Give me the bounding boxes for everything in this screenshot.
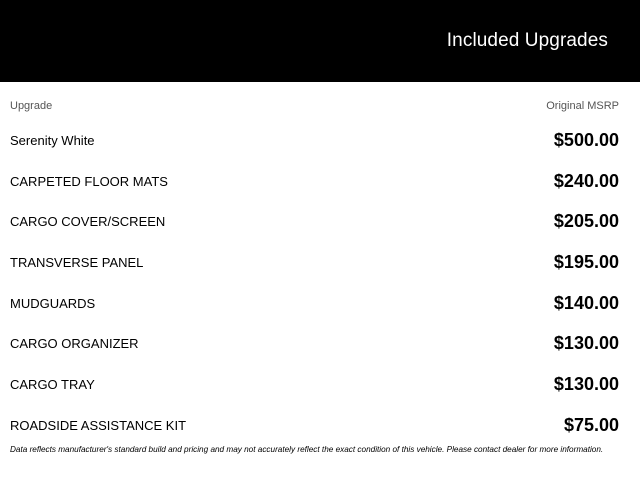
upgrade-name: CARPETED FLOOR MATS [10, 173, 168, 189]
upgrade-name: MUDGUARDS [10, 295, 96, 311]
column-header-upgrade: Upgrade [10, 100, 53, 112]
upgrade-price: $130.00 [553, 373, 619, 394]
upgrade-row [0, 323, 640, 364]
upgrade-price: $130.00 [553, 333, 619, 354]
upgrade-price: $205.00 [553, 211, 619, 232]
upgrade-row [0, 364, 640, 405]
upgrade-name: CARGO ORGANIZER [10, 336, 139, 352]
upgrade-name: Serenity White [10, 132, 95, 148]
upgrade-name: CARGO COVER/SCREEN [10, 214, 166, 230]
upgrade-list [0, 120, 640, 446]
upgrade-name: TRANSVERSE PANEL [10, 254, 144, 270]
page-title: Included Upgrades [446, 30, 608, 51]
upgrade-price: $240.00 [553, 170, 619, 191]
upgrade-row [0, 283, 640, 324]
upgrade-row [0, 242, 640, 283]
upgrade-row [0, 120, 640, 161]
upgrade-price: $75.00 [563, 414, 619, 435]
table-header [0, 100, 640, 112]
upgrade-row [0, 201, 640, 242]
upgrade-name: CARGO TRAY [10, 376, 95, 392]
disclaimer-text: Data reflects manufacturer's standard build and pricing and may not accurately reflect the exact condition of this vehicle. Please contact dealer for more information. [10, 445, 604, 454]
upgrade-price: $140.00 [553, 292, 619, 313]
upgrade-row [0, 161, 640, 202]
upgrade-price: $500.00 [553, 129, 619, 150]
column-header-msrp: Original MSRP [546, 100, 619, 112]
upgrade-price: $195.00 [553, 251, 619, 272]
upgrade-name: ROADSIDE ASSISTANCE KIT [10, 417, 187, 433]
upgrade-row [0, 405, 640, 446]
header-bar [0, 0, 640, 82]
